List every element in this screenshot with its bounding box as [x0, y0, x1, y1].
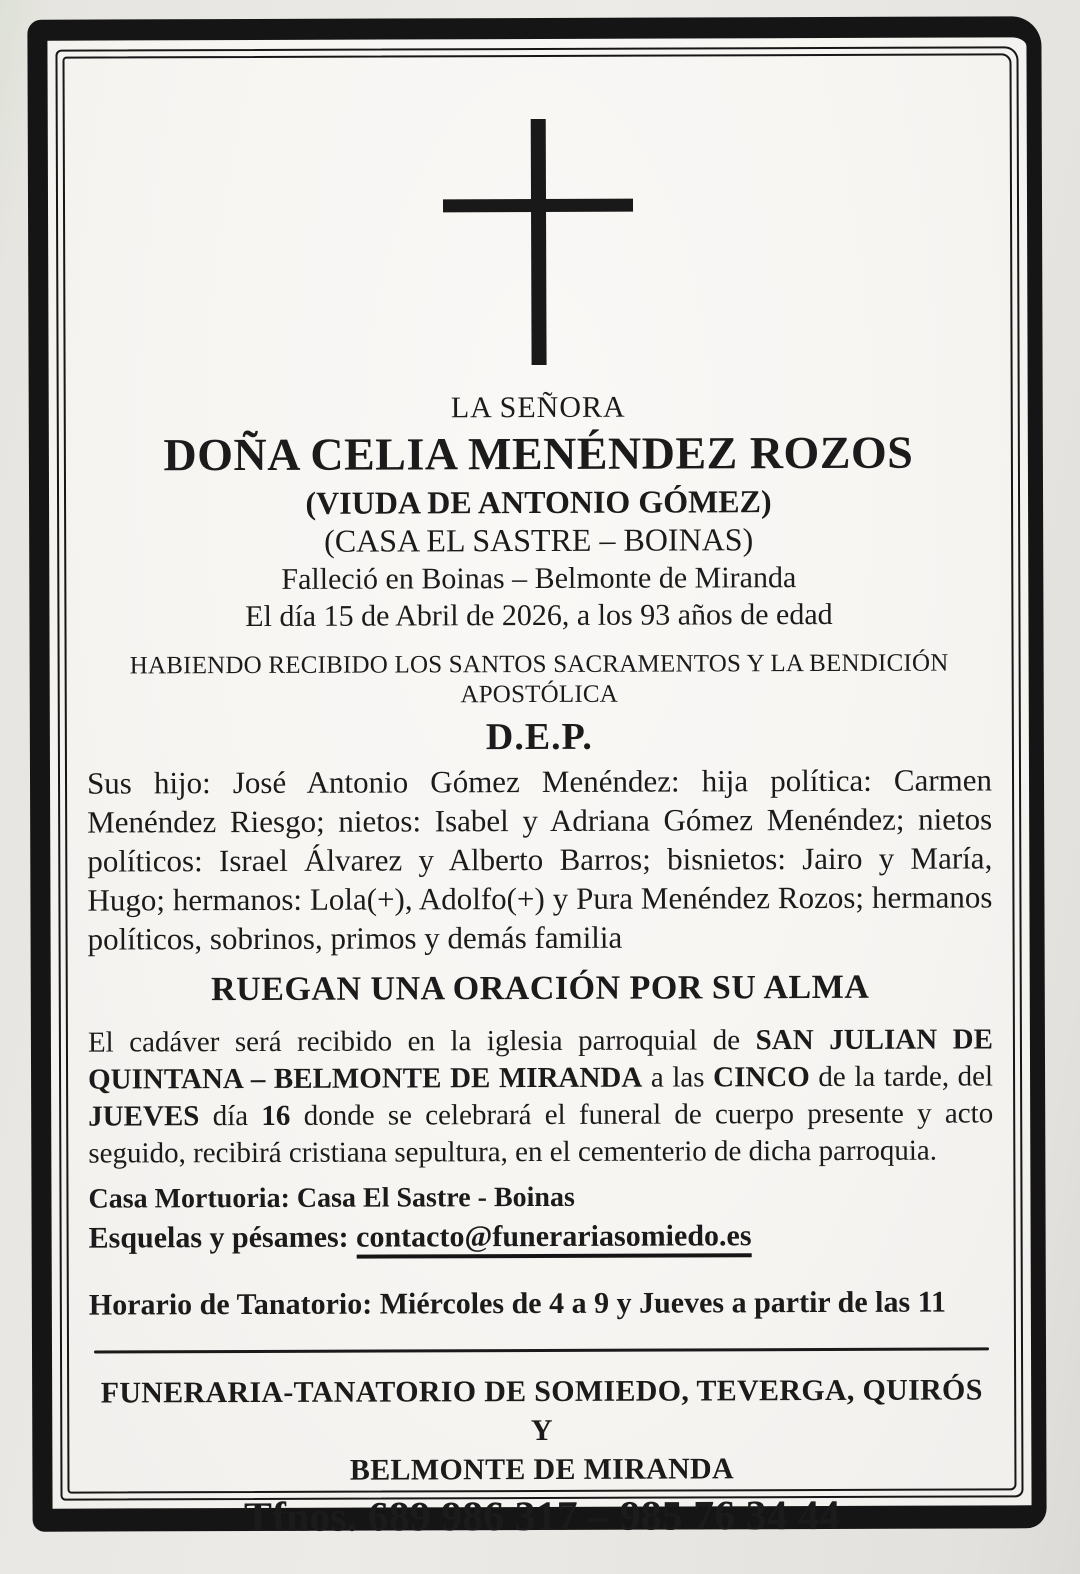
latin-cross-icon	[442, 119, 633, 366]
death-place-line: Falleció en Boinas – Belmonte de Miranda	[281, 560, 797, 596]
inner-rule-frame-outer	[55, 46, 1023, 1542]
mourning-border-frame	[27, 16, 1046, 1542]
condolences-line	[89, 1216, 994, 1258]
funeral-day-number: 16	[261, 1100, 291, 1133]
funeral-home-name	[89, 1371, 994, 1491]
inner-rule-frame-inner	[62, 53, 1016, 1542]
funeral-text: El cadáver será recibido en la iglesia parroquial de	[87, 1024, 756, 1059]
pre-title: LA SEÑORA	[450, 390, 626, 425]
death-date-line: El día 15 de Abril de 2026, a los 93 años de edad	[245, 598, 833, 634]
condolences-email: contacto@funerariasomiedo.es	[356, 1220, 751, 1259]
prayer-line: RUEGAN UNA ORACIÓN POR SU ALMA	[211, 968, 870, 1008]
mortuary-house-line: Casa Mortuoria: Casa El Sastre - Boinas	[88, 1182, 575, 1216]
sacraments-line: HABIENDO RECIBIDO LOS SANTOS SACRAMENTOS Y LA BENDICIÓN APOSTÓLICA	[129, 649, 949, 708]
funeral-day: JUEVES	[88, 1100, 200, 1133]
church-name: SAN JULIAN DE QUINTANA – BELMONTE DE MIRANDA	[88, 1023, 993, 1096]
funeral-home-line2: BELMONTE DE MIRANDA	[349, 1452, 735, 1488]
funeral-details-paragraph: El cadáver será recibido en la iglesia parroquial de SAN JULIAN DE QUINTANA – BELMONTE DE MIRANDA a las CINCO de la tarde, del JUEVES día 16 donde se celebrará el funeral de cuerpo presente y acto seguido, recibirá cristiana sepultura, en el cementerio de dicha parroquia.	[87, 1023, 994, 1170]
phone-numbers: Tfnos. 689 986 317 – 985 76 34 44	[243, 1493, 841, 1542]
deceased-name: DOÑA CELIA MENÉNDEZ ROZOS	[163, 426, 914, 481]
wake-schedule-line: Horario de Tanatorio: Miércoles de 4 a 9 y Jueves a partir de las 11	[88, 1286, 947, 1323]
condolences-label: Esquelas y pésames:	[88, 1221, 357, 1256]
scanned-obituary-page	[27, 16, 1046, 1542]
family-paragraph: Sus hijo: José Antonio Gómez Menéndez: hija política: Carmen Menéndez Riesgo; nietos: Isabel y Adriana Gómez Menéndez; nietos políticos: Israel Álvarez y Alberto Barros; bisnietos: Jairo y María, Hugo; hermanos: Lola(+), Adolfo(+) y Pura Menéndez Rozos; hermanos políticos, sobrinos, primos y demás familia	[86, 762, 993, 958]
obituary-content	[65, 55, 1015, 1542]
widow-line: (VIUDA DE ANTONIO GÓMEZ)	[305, 483, 772, 521]
funeral-time: CINCO	[713, 1061, 810, 1094]
funeral-home-line1: FUNERARIA-TANATORIO DE SOMIEDO, TEVERGA, QUIRÓS Y	[100, 1373, 983, 1448]
house-line: (CASA EL SASTRE – BOINAS)	[324, 521, 754, 560]
dep-abbreviation: D.E.P.	[485, 715, 593, 758]
footer-divider	[94, 1348, 990, 1354]
